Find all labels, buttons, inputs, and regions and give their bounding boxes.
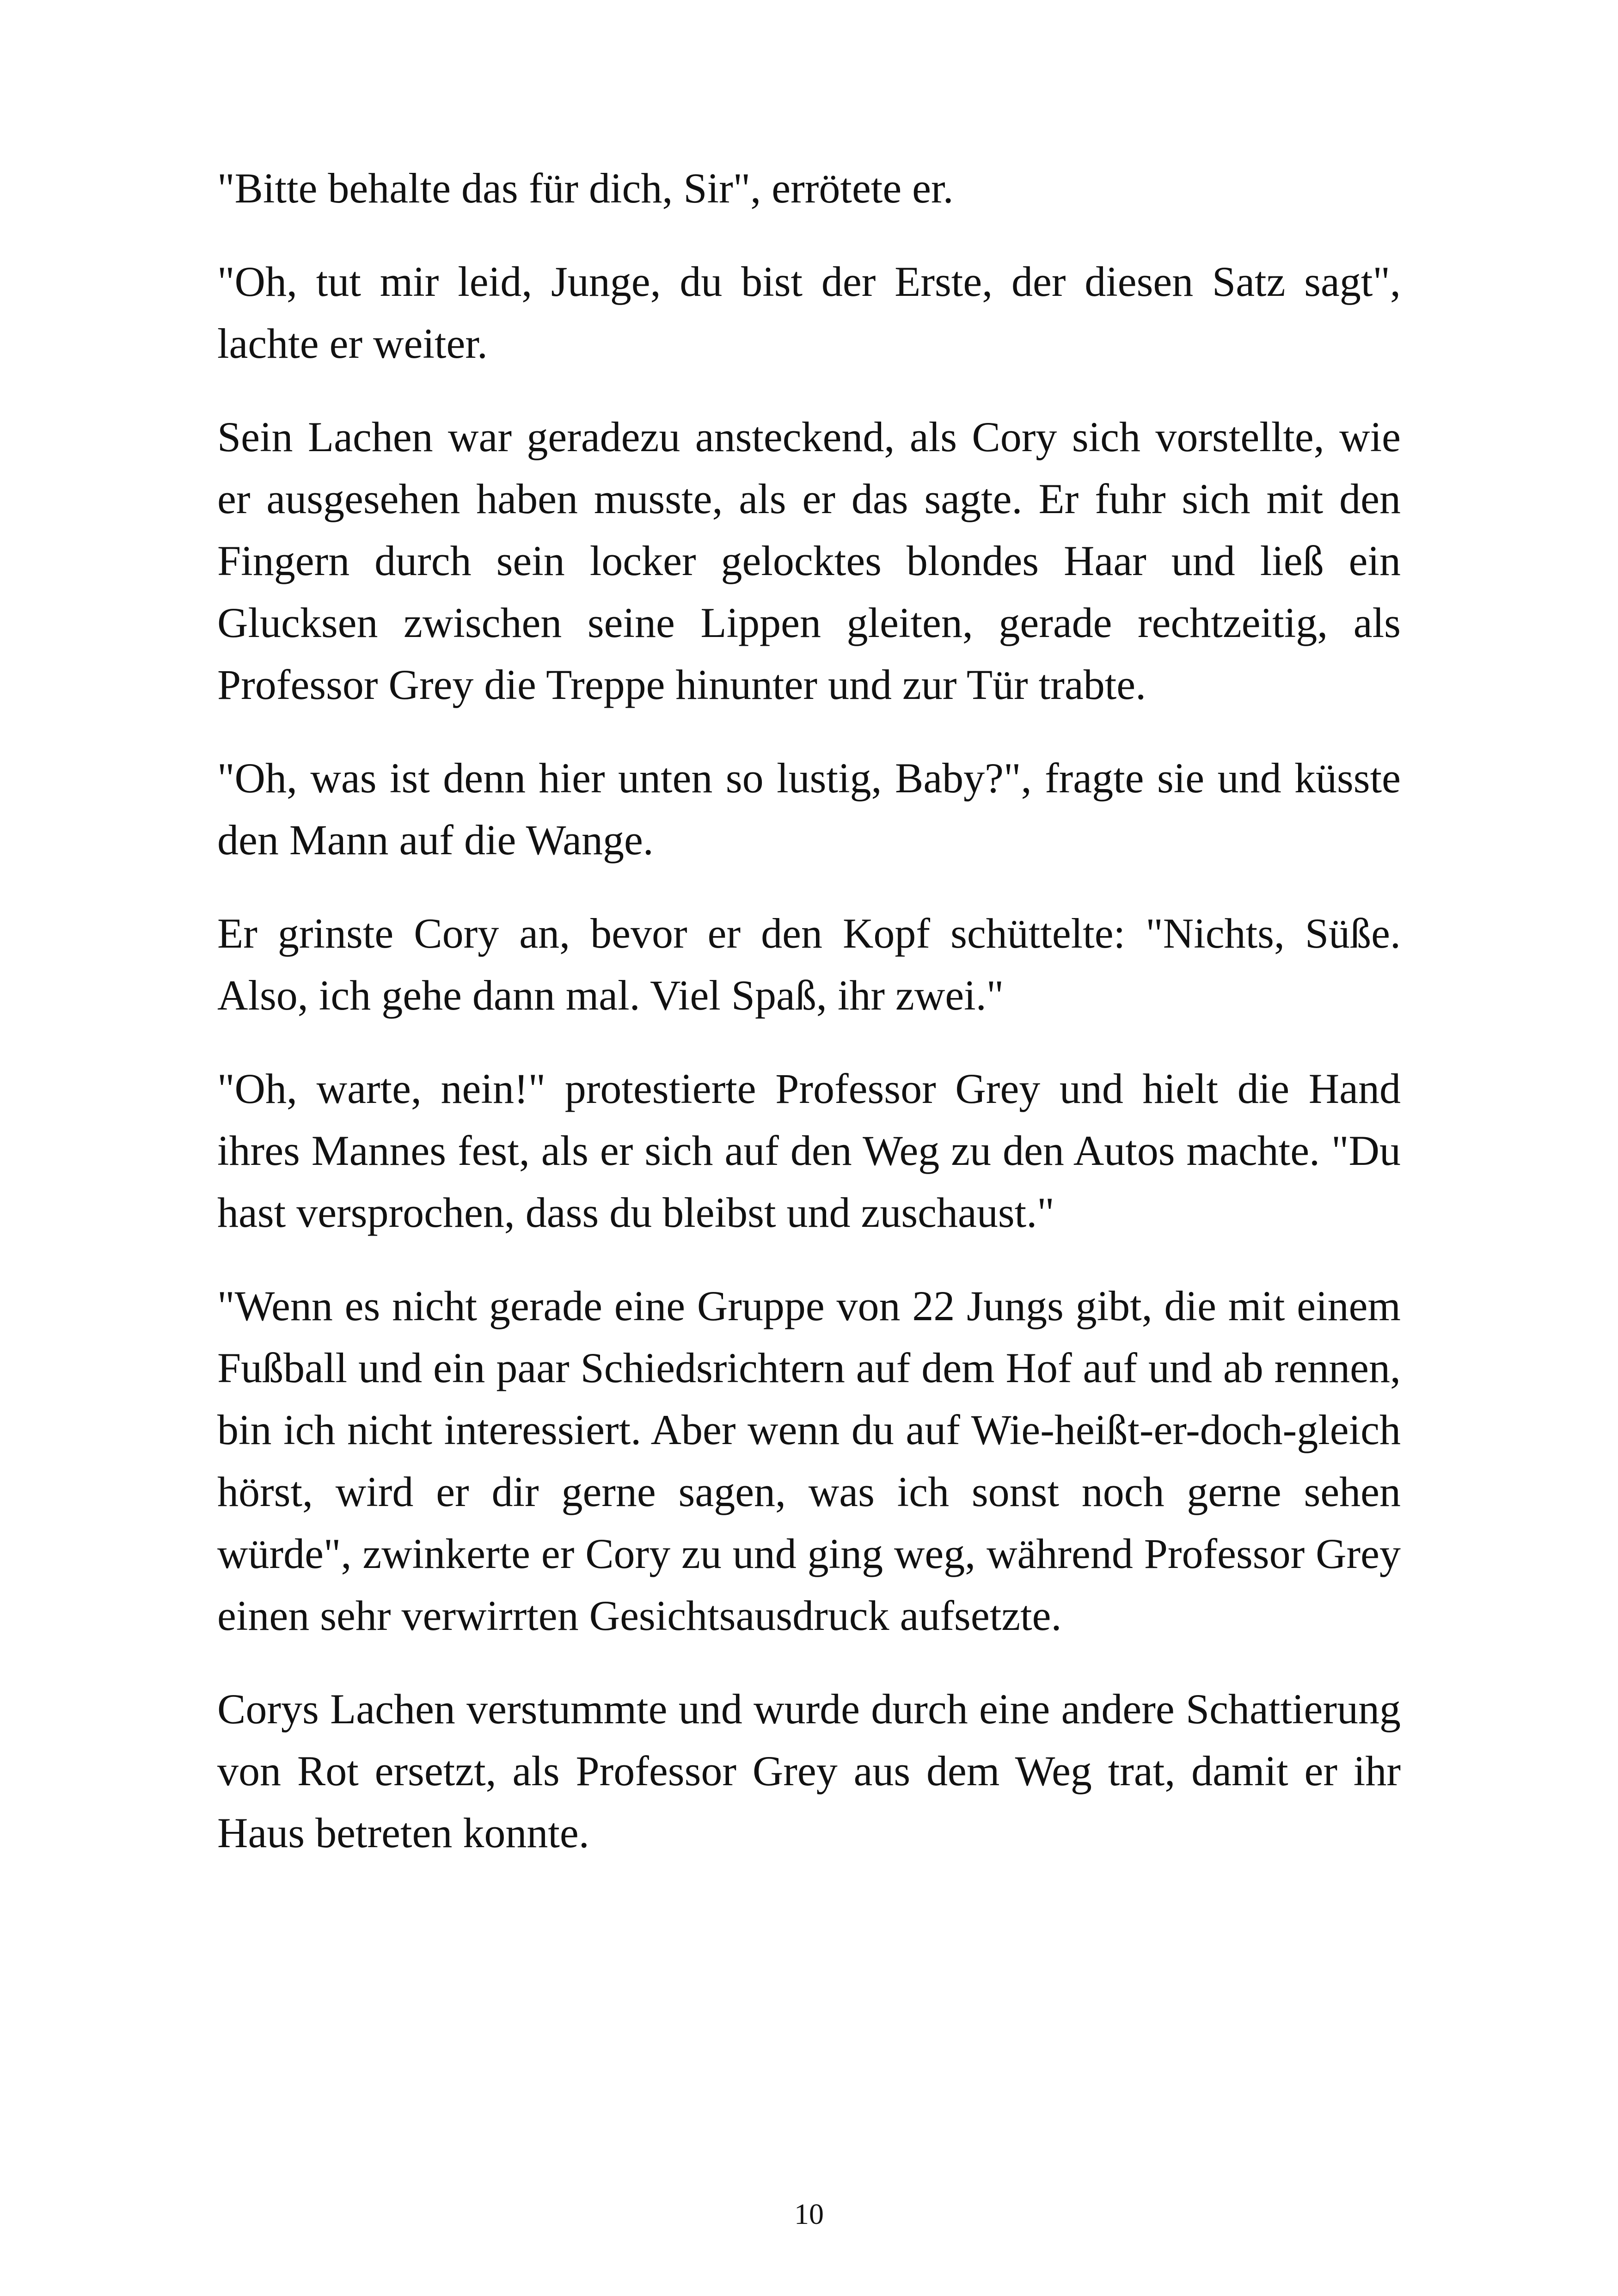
paragraph: Sein Lachen war geradezu ansteckend, als Cory sich vorstellte, wie er ausgesehen haben musste, als er das sagte. Er fuhr sich mit den Fingern durch sein locker gelocktes blondes Haar und ließ ein Glucksen zwischen seine Lippen gleiten, gerade rechtzeitig, als Professor Grey die Treppe hinunter und zur Tür trabte. bbox=[217, 413, 1401, 708]
body-text bbox=[217, 157, 1401, 1895]
paragraph: Er grinste Cory an, bevor er den Kopf schüttelte: "Nichts, Süße. Also, ich gehe dann mal. Viel Spaß, ihr zwei." bbox=[217, 910, 1401, 1019]
page-number: 10 bbox=[794, 2198, 824, 2230]
paragraph: Corys Lachen verstummte und wurde durch eine andere Schattierung von Rot ersetzt, als Professor Grey aus dem Weg trat, damit er ihr Haus betreten konnte. bbox=[217, 1685, 1401, 1856]
paragraph: "Oh, warte, nein!" protestierte Professor Grey und hielt die Hand ihres Mannes fest, als er sich auf den Weg zu den Autos machte. "Du hast versprochen, dass du bleibst und zuschaust." bbox=[217, 1065, 1401, 1236]
paragraph: "Oh, tut mir leid, Junge, du bist der Erste, der diesen Satz sagt", lachte er weiter. bbox=[217, 258, 1401, 367]
paragraph: "Bitte behalte das für dich, Sir", errötete er. bbox=[217, 165, 954, 212]
paragraph: "Oh, was ist denn hier unten so lustig, Baby?", fragte sie und küsste den Mann auf die Wange. bbox=[217, 754, 1401, 863]
paragraph: "Wenn es nicht gerade eine Gruppe von 22 Jungs gibt, die mit einem Fußball und ein paar Schiedsrichtern auf dem Hof auf und ab rennen, bin ich nicht interessiert. Aber wenn du auf Wie-heißt-er-doch-gleich hörst, wird er dir gerne sagen, was ich sonst noch gerne sehen würde", zwinkerte er Cory zu und ging weg, während Professor Grey einen sehr verwirrten Gesichtsausdruck aufsetzte. bbox=[217, 1282, 1401, 1639]
